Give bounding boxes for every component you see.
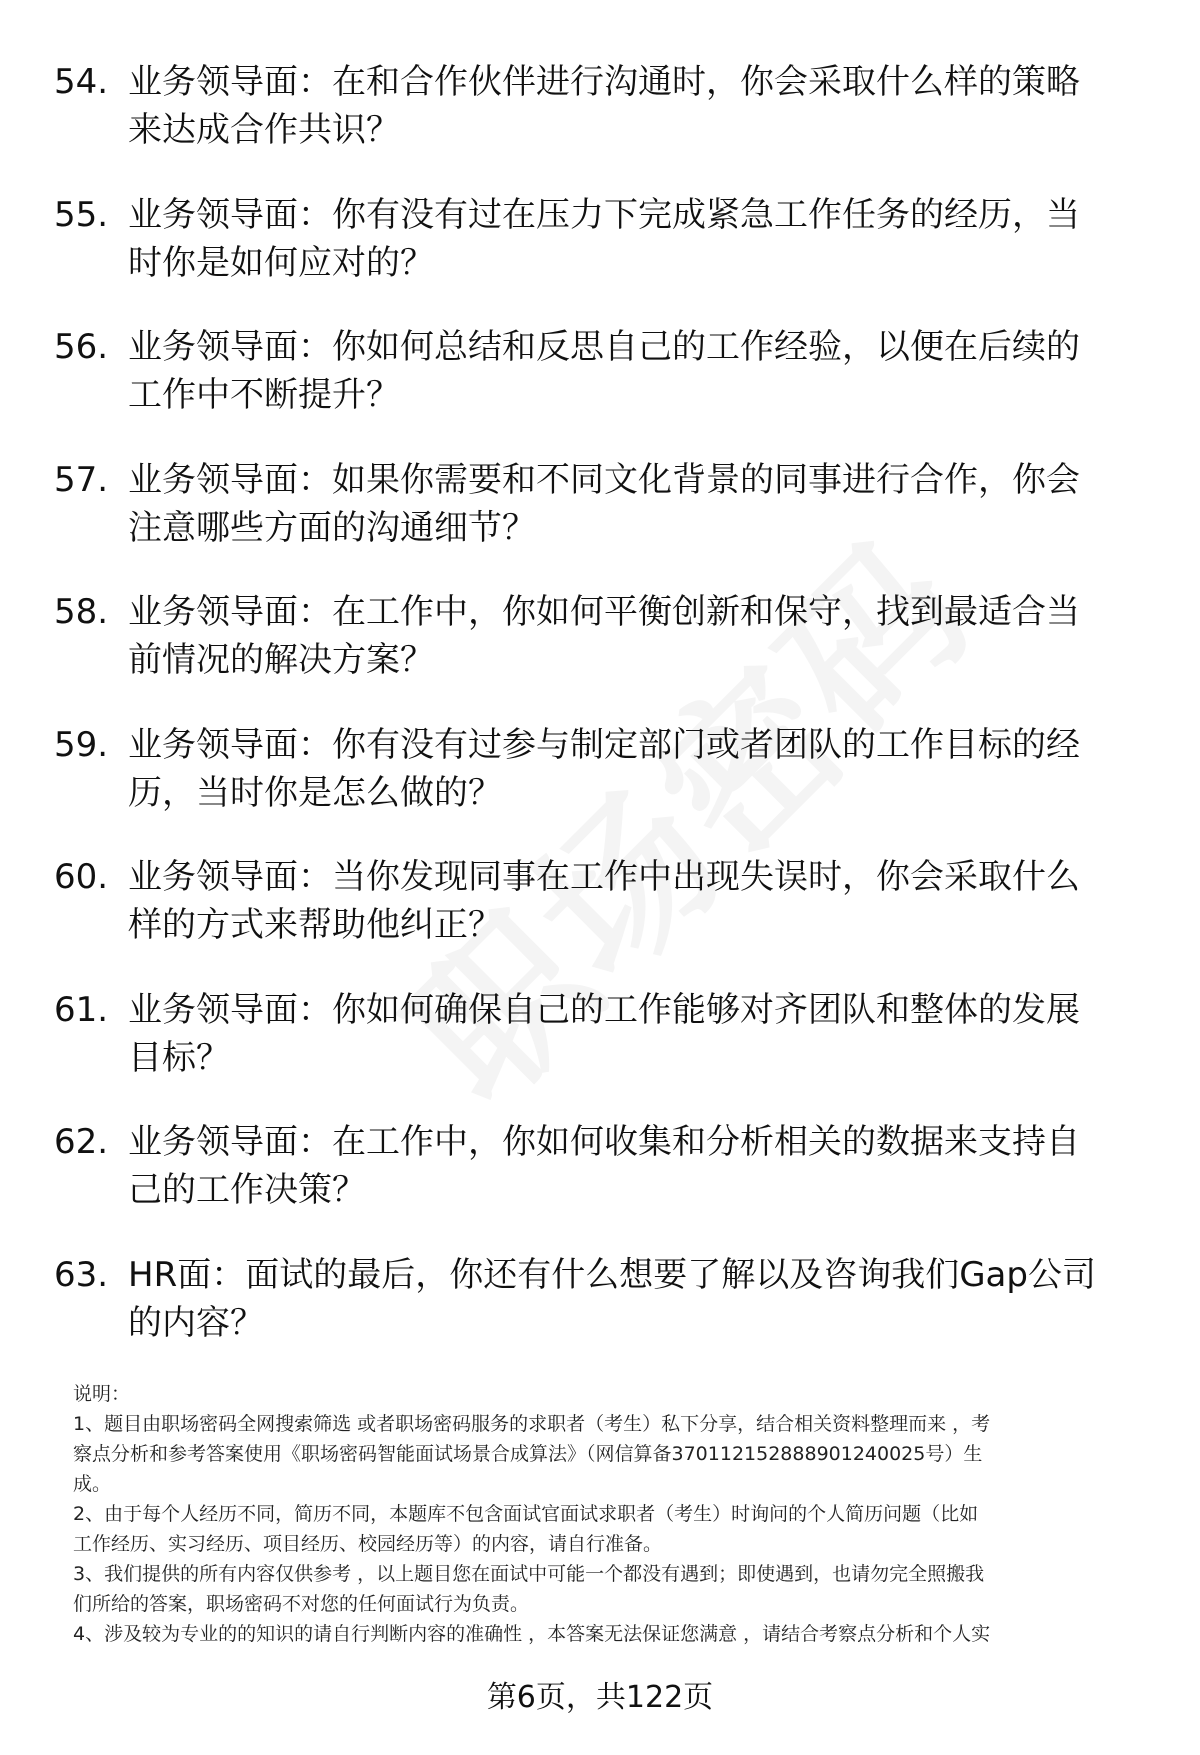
notes-line: 3、我们提供的所有内容仅供参考 ，以上题目您在面试中可能一个都没有遇到；即使遇到，也请勿完全照搬我: [73, 1563, 985, 1585]
notes-line: 工作经历、实习经历、项目经历、校园经历等）的内容，请自行准备。: [73, 1533, 663, 1555]
question-item: [0, 323, 1200, 456]
question-text: [128, 191, 1148, 287]
question-line: 样的方式来帮助他纠正？: [128, 905, 502, 945]
question-line: 业务领导面：在和合作伙伴进行沟通时，你会采取什么样的策略: [128, 62, 1080, 102]
question-text: [128, 853, 1148, 949]
page-footer: 第6页，共122页: [486, 1680, 714, 1715]
notes-line: 4、涉及较为专业的的知识的请自行判断内容的准确性 ，本答案无法保证您满意 ，请结合考察点分析和个人实: [73, 1623, 991, 1645]
question-number: 63.: [54, 1254, 109, 1295]
question-item: [0, 58, 1200, 191]
question-list: [0, 58, 1200, 1383]
question-line: 目标？: [128, 1037, 230, 1078]
question-line: 时你是如何应对的？: [128, 242, 434, 283]
notes-title: 说明：: [73, 1383, 131, 1405]
question-line: 的内容？: [128, 1302, 264, 1343]
question-line: 业务领导面：你有没有过参与制定部门或者团队的工作目标的经: [128, 724, 1080, 765]
notes-section: [73, 1379, 1163, 1649]
question-line: 业务领导面：在工作中，你如何收集和分析相关的数据来支持自: [128, 1122, 1080, 1162]
question-text: [128, 323, 1148, 419]
question-text: [128, 1118, 1148, 1214]
question-line: 业务领导面：你如何确保自己的工作能够对齐团队和整体的发展: [128, 989, 1080, 1030]
question-number: 59.: [54, 724, 109, 765]
question-number: 54.: [54, 62, 109, 102]
question-line: HR面：面试的最后，你还有什么想要了解以及咨询我们Gap公司: [128, 1254, 1096, 1295]
question-line: 工作中不断提升？: [128, 375, 400, 415]
question-line: 业务领导面：你如何总结和反思自己的工作经验，以便在后续的: [128, 327, 1080, 367]
question-number: 57.: [54, 459, 109, 500]
question-number: 61.: [54, 989, 109, 1030]
question-item: [0, 588, 1200, 721]
question-item: [0, 986, 1200, 1119]
question-text: [128, 58, 1148, 154]
question-line: 注意哪些方面的沟通细节？: [128, 507, 536, 548]
question-line: 业务领导面：如果你需要和不同文化背景的同事进行合作，你会: [128, 459, 1080, 500]
notes-line: 成。: [73, 1473, 112, 1495]
question-item: [0, 1251, 1200, 1384]
notes-line: 2、由于每个人经历不同，简历不同，本题库不包含面试官面试求职者（考生）时询问的个人简历问题（比如: [73, 1503, 979, 1525]
question-line: 业务领导面：在工作中，你如何平衡创新和保守，找到最适合当: [128, 592, 1080, 632]
question-number: 55.: [54, 194, 109, 235]
question-line: 来达成合作共识？: [128, 110, 400, 150]
question-item: [0, 456, 1200, 589]
question-line: 业务领导面：当你发现同事在工作中出现失误时，你会采取什么: [128, 857, 1080, 897]
question-item: [0, 191, 1200, 324]
question-line: 历，当时你是怎么做的？: [128, 772, 502, 813]
question-number: 60.: [54, 857, 109, 897]
notes-line: 们所给的答案，职场密码不对您的任何面试行为负责。: [73, 1593, 530, 1615]
question-item: [0, 1118, 1200, 1251]
notes-line: 察点分析和参考答案使用《职场密码智能面试场景合成算法》（网信算备370112152888901240025号）生: [73, 1443, 983, 1465]
question-number: 58.: [54, 592, 109, 632]
question-text: [128, 456, 1148, 552]
question-text: [128, 1251, 1148, 1347]
question-item: [0, 721, 1200, 854]
question-line: 业务领导面：你有没有过在压力下完成紧急工作任务的经历，当: [128, 194, 1080, 235]
question-number: 62.: [54, 1122, 109, 1162]
question-text: [128, 588, 1148, 684]
question-line: 前情况的解决方案？: [128, 640, 434, 680]
question-text: [128, 986, 1148, 1082]
question-item: [0, 853, 1200, 986]
question-line: 己的工作决策？: [128, 1170, 366, 1210]
notes-line: 1、题目由职场密码全网搜索筛选 或者职场密码服务的求职者（考生）私下分享，结合相关资料整理而来 ，考: [73, 1413, 991, 1435]
question-text: [128, 721, 1148, 817]
question-number: 56.: [54, 327, 109, 367]
